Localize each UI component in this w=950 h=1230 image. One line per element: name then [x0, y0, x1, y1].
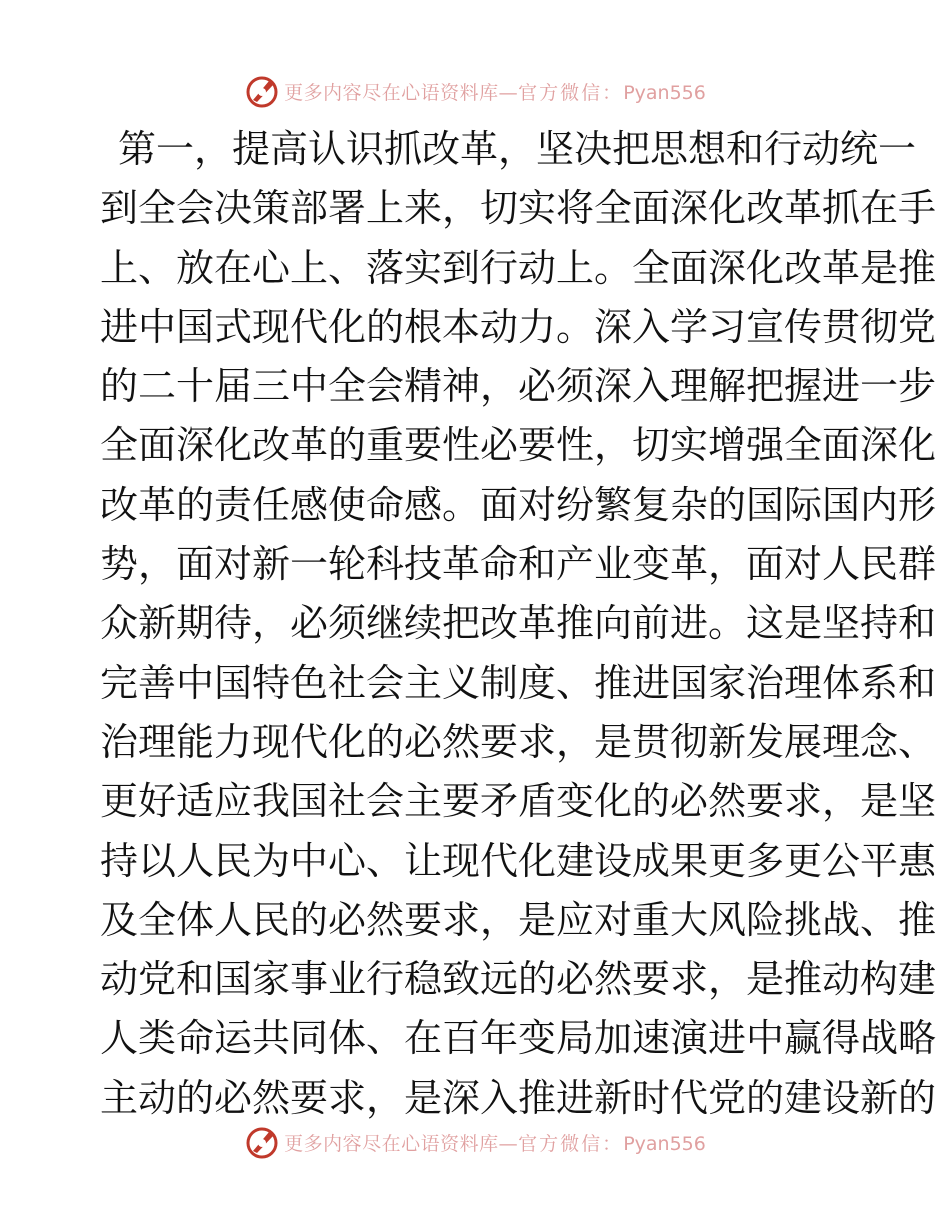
body-line: 进中国式现代化的根本动力。深入学习宣传贯彻党: [100, 304, 937, 349]
banner-contact-label: 官方微信：: [518, 1132, 624, 1155]
banner-contact-id: Pyan556: [623, 81, 706, 104]
banner-text: 更多内容尽在心语资料库—: [284, 1132, 519, 1155]
body-line: 势，面对新一轮科技革命和产业变革，面对人民群: [100, 542, 937, 587]
quill-logo-icon: [244, 1124, 280, 1160]
body-line: 完善中国特色社会主义制度、推进国家治理体系和: [100, 660, 937, 705]
body-line: 全面深化改革的重要性必要性，切实增强全面深化: [100, 423, 937, 468]
body-line: 动党和国家事业行稳致远的必然要求，是推动构建: [100, 957, 937, 1002]
body-line: 更好适应我国社会主要矛盾变化的必然要求，是坚: [100, 779, 937, 824]
body-line: 治理能力现代化的必然要求，是贯彻新发展理念、: [100, 719, 937, 764]
footer-banner: [0, 1122, 950, 1162]
banner-contact: [518, 1129, 706, 1156]
banner-contact-id: Pyan556: [623, 1132, 706, 1155]
document-body: [100, 120, 937, 1128]
header-banner: [0, 71, 950, 111]
body-line: 改革的责任感使命感。面对纷繁复杂的国际国内形: [100, 482, 937, 527]
body-line: 众新期待，必须继续把改革推向前进。这是坚持和: [100, 601, 937, 646]
body-line: 到全会决策部署上来，切实将全面深化改革抓在手: [100, 186, 937, 231]
body-line: 主动的必然要求，是深入推进新时代党的建设新的: [100, 1075, 937, 1120]
body-line: 人类命运共同体、在百年变局加速演进中赢得战略: [100, 1016, 937, 1061]
quill-logo-icon: [244, 73, 280, 109]
body-line: 及全体人民的必然要求，是应对重大风险挑战、推: [100, 897, 937, 942]
body-line: 的二十届三中全会精神，必须深入理解把握进一步: [100, 364, 937, 409]
body-line: 上、放在心上、落实到行动上。全面深化改革是推: [100, 245, 937, 290]
banner-contact: [518, 78, 706, 105]
banner-text: 更多内容尽在心语资料库—: [284, 81, 519, 104]
body-line: 持以人民为中心、让现代化建设成果更多更公平惠: [100, 838, 937, 883]
body-line: 第一，提高认识抓改革，坚决把思想和行动统一: [118, 127, 917, 171]
banner-contact-label: 官方微信：: [518, 81, 624, 104]
